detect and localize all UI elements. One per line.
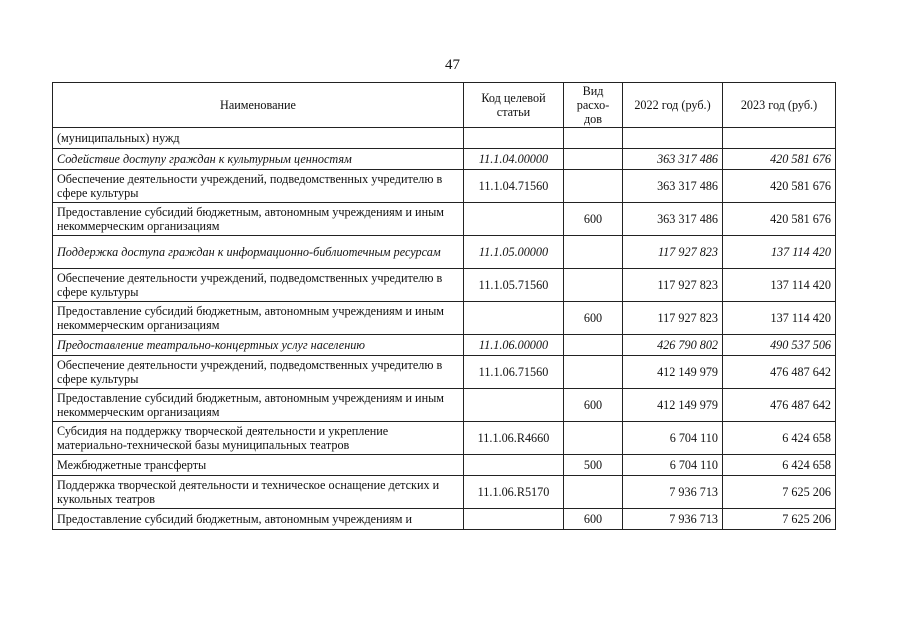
- row-name: Предоставление субсидий бюджетным, автономным учреждениям и иным некоммерческим организациям: [53, 203, 464, 236]
- row-2023: 137 114 420: [723, 269, 836, 302]
- table-row: [53, 236, 836, 269]
- row-name: Предоставление субсидий бюджетным, автономным учреждениям и иным некоммерческим организациям: [53, 302, 464, 335]
- row-code: 11.1.06.71560: [464, 356, 564, 389]
- row-kind: 600: [564, 389, 623, 422]
- row-kind: [564, 422, 623, 455]
- row-code: [464, 509, 564, 530]
- table-row: [53, 455, 836, 476]
- table-row: [53, 335, 836, 356]
- row-name: Предоставление субсидий бюджетным, автономным учреждениям и иным некоммерческим организациям: [53, 389, 464, 422]
- row-code: [464, 302, 564, 335]
- row-2022: 7 936 713: [623, 509, 723, 530]
- row-name: Обеспечение деятельности учреждений, подведомственных учредителю в сфере культуры: [53, 170, 464, 203]
- page-number: 47: [445, 57, 460, 73]
- table-row: [53, 389, 836, 422]
- row-2022: [623, 128, 723, 149]
- row-2023: 137 114 420: [723, 302, 836, 335]
- row-2022: 363 317 486: [623, 170, 723, 203]
- row-code: [464, 128, 564, 149]
- row-2023: 420 581 676: [723, 203, 836, 236]
- row-code: 11.1.04.00000: [464, 149, 564, 170]
- row-kind: [564, 356, 623, 389]
- row-kind: [564, 269, 623, 302]
- row-kind: [564, 149, 623, 170]
- table-row: [53, 128, 836, 149]
- row-kind: 600: [564, 203, 623, 236]
- row-kind: [564, 335, 623, 356]
- row-name: Обеспечение деятельности учреждений, подведомственных учредителю в сфере культуры: [53, 356, 464, 389]
- row-code: [464, 203, 564, 236]
- budget-table: [52, 82, 836, 530]
- row-kind: [564, 236, 623, 269]
- table-row: [53, 476, 836, 509]
- row-2022: 426 790 802: [623, 335, 723, 356]
- row-name: Предоставление субсидий бюджетным, автономным учреждениям и: [53, 509, 464, 530]
- row-2023: 420 581 676: [723, 170, 836, 203]
- row-2023: 6 424 658: [723, 455, 836, 476]
- row-2022: 363 317 486: [623, 149, 723, 170]
- table-row: [53, 302, 836, 335]
- table-row: [53, 203, 836, 236]
- row-2023: 420 581 676: [723, 149, 836, 170]
- table-row: [53, 149, 836, 170]
- row-name: Субсидия на поддержку творческой деятельности и укрепление материально-технической базы муниципальных театров: [53, 422, 464, 455]
- row-name: Содействие доступу граждан к культурным ценностям: [53, 149, 464, 170]
- header-2023: 2023 год (руб.): [723, 83, 836, 128]
- row-2023: [723, 128, 836, 149]
- row-name: Поддержка доступа граждан к информационно-библиотечным ресурсам: [53, 236, 464, 269]
- row-name: (муниципальных) нужд: [53, 128, 464, 149]
- row-code: 11.1.06.00000: [464, 335, 564, 356]
- row-2022: 6 704 110: [623, 455, 723, 476]
- header-kind: Вид расхо-дов: [564, 83, 623, 128]
- table-row: [53, 269, 836, 302]
- row-2022: 6 704 110: [623, 422, 723, 455]
- row-code: 11.1.05.71560: [464, 269, 564, 302]
- row-kind: [564, 128, 623, 149]
- header-code: Код целевой статьи: [464, 83, 564, 128]
- row-kind: [564, 170, 623, 203]
- header-row: [53, 83, 836, 128]
- row-kind: [564, 476, 623, 509]
- row-2022: 412 149 979: [623, 389, 723, 422]
- row-code: [464, 455, 564, 476]
- row-kind: 600: [564, 509, 623, 530]
- row-name: Обеспечение деятельности учреждений, подведомственных учредителю в сфере культуры: [53, 269, 464, 302]
- row-kind: 600: [564, 302, 623, 335]
- row-code: 11.1.04.71560: [464, 170, 564, 203]
- row-2023: 476 487 642: [723, 356, 836, 389]
- row-2022: 117 927 823: [623, 269, 723, 302]
- table-row: [53, 170, 836, 203]
- row-2023: 490 537 506: [723, 335, 836, 356]
- row-name: Предоставление театрально-концертных услуг населению: [53, 335, 464, 356]
- row-2023: 6 424 658: [723, 422, 836, 455]
- row-2022: 117 927 823: [623, 302, 723, 335]
- row-name: Межбюджетные трансферты: [53, 455, 464, 476]
- header-2022: 2022 год (руб.): [623, 83, 723, 128]
- table-row: [53, 422, 836, 455]
- row-2022: 7 936 713: [623, 476, 723, 509]
- table-row: [53, 356, 836, 389]
- row-code: 11.1.06.R4660: [464, 422, 564, 455]
- row-code: 11.1.06.R5170: [464, 476, 564, 509]
- row-2023: 7 625 206: [723, 509, 836, 530]
- row-name: Поддержка творческой деятельности и техническое оснащение детских и кукольных театров: [53, 476, 464, 509]
- row-code: [464, 389, 564, 422]
- row-2022: 363 317 486: [623, 203, 723, 236]
- row-2022: 412 149 979: [623, 356, 723, 389]
- header-name: Наименование: [53, 83, 464, 128]
- row-kind: 500: [564, 455, 623, 476]
- table-row: [53, 509, 836, 530]
- row-code: 11.1.05.00000: [464, 236, 564, 269]
- row-2023: 476 487 642: [723, 389, 836, 422]
- row-2022: 117 927 823: [623, 236, 723, 269]
- row-2023: 7 625 206: [723, 476, 836, 509]
- row-2023: 137 114 420: [723, 236, 836, 269]
